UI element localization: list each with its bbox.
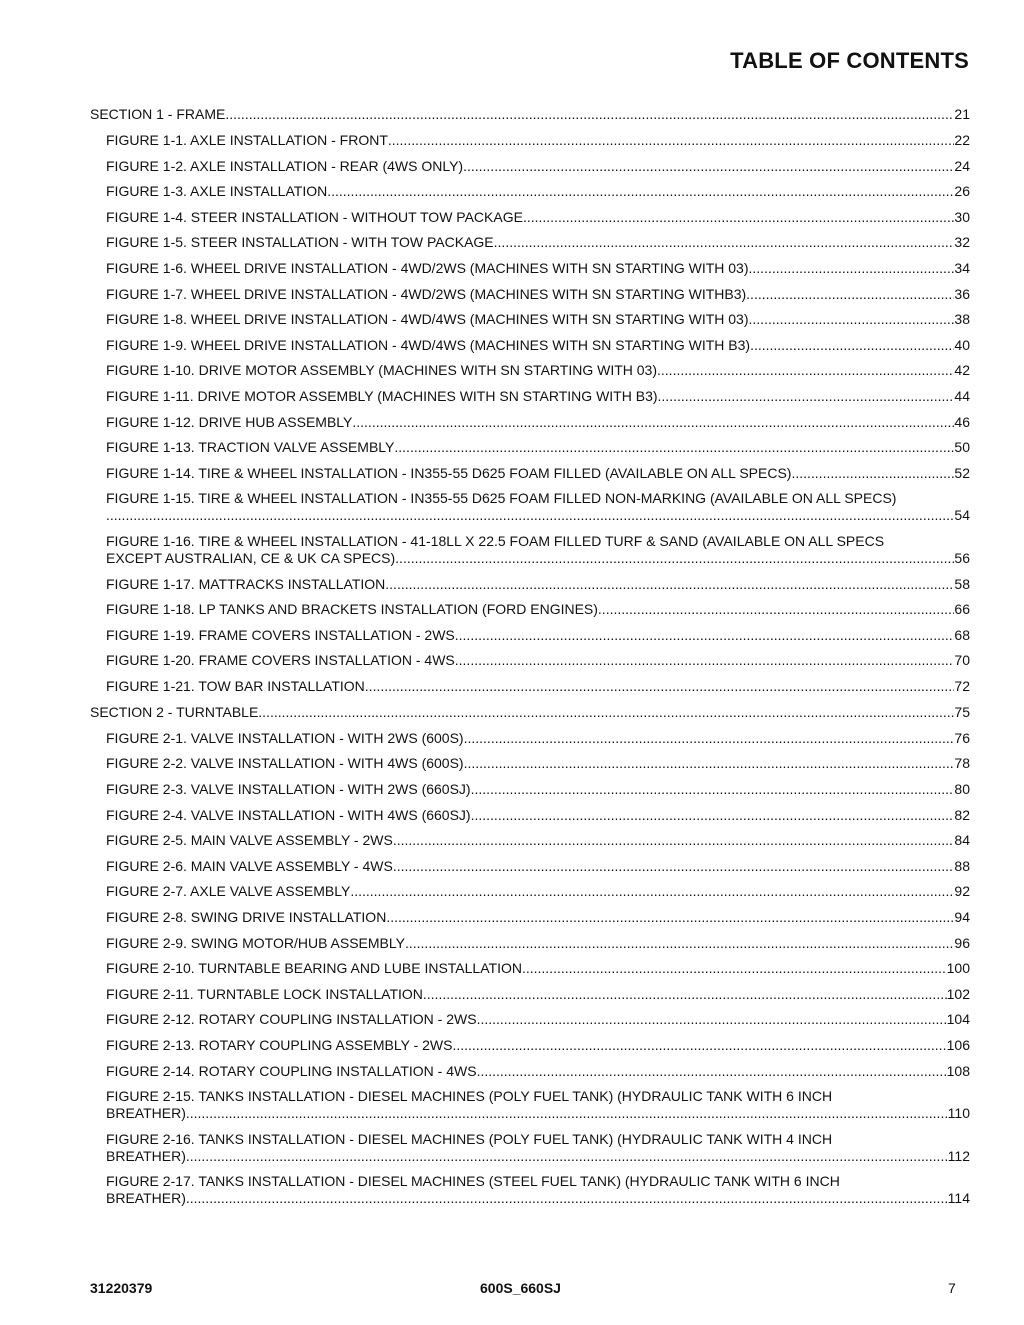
dot-leader [186, 1148, 948, 1165]
toc-entry-label: FIGURE 2-7. AXLE VALVE ASSEMBLY [106, 883, 351, 900]
toc-page-number: 94 [954, 909, 970, 926]
toc-page-number: 75 [954, 703, 970, 720]
toc-figure-entry[interactable] [90, 337, 970, 354]
toc-entry-label: FIGURE 2-5. MAIN VALVE ASSEMBLY - 2WS [106, 832, 393, 849]
toc-entry-label: FIGURE 2-2. VALVE INSTALLATION - WITH 4WS (600S) [106, 755, 464, 772]
toc-entry-label: FIGURE 2-13. ROTARY COUPLING ASSEMBLY - 2WS [106, 1037, 453, 1053]
dot-leader [750, 337, 954, 354]
dot-leader [522, 960, 947, 977]
toc-figure-entry[interactable] [90, 678, 970, 695]
toc-figure-entry[interactable] [90, 388, 970, 405]
toc-figure-entry[interactable] [90, 986, 970, 1003]
toc-entry-label: FIGURE 1-8. WHEEL DRIVE INSTALLATION - 4WD/4WS (MACHINES WITH SN STARTING WITH 03) [106, 311, 749, 328]
toc-figure-entry[interactable] [90, 132, 970, 149]
dot-leader [791, 465, 954, 482]
dot-leader [455, 627, 955, 644]
toc-entry-label: FIGURE 1-5. STEER INSTALLATION - WITH TOW PACKAGE [106, 234, 494, 251]
toc-page-number: 104 [946, 1011, 970, 1028]
toc-entry-label: FIGURE 1-21. TOW BAR INSTALLATION [106, 677, 365, 694]
toc-figure-entry[interactable] [90, 730, 970, 747]
dot-leader [186, 1190, 948, 1207]
table-of-contents [90, 106, 970, 1216]
toc-entry-label: FIGURE 2-15. TANKS INSTALLATION - DIESEL MACHINES (POLY FUEL TANK) (HYDRAULIC TANK WITH 6 INCH [106, 1088, 833, 1105]
dot-leader [393, 832, 955, 849]
toc-page-number: 52 [954, 464, 970, 481]
toc-figure-entry[interactable] [90, 209, 970, 226]
toc-page-number: 58 [954, 575, 970, 592]
toc-page-number: 30 [954, 208, 970, 225]
toc-entry-label: SECTION 1 - FRAME [90, 106, 226, 122]
toc-page-number: 46 [954, 413, 970, 430]
toc-page-number: 114 [947, 1190, 970, 1207]
dot-leader [477, 1063, 947, 1080]
toc-entry-label: FIGURE 2-10. TURNTABLE BEARING AND LUBE INSTALLATION [106, 960, 522, 977]
toc-page-number: 78 [954, 755, 970, 772]
dot-leader [494, 234, 955, 251]
toc-page-number: 80 [954, 781, 970, 798]
toc-entry-label: FIGURE 1-15. TIRE & WHEEL INSTALLATION - IN355-55 D625 FOAM FILLED NON-MARKING (AVAILABLE ON ALL SPECS) [106, 490, 897, 507]
toc-entry-label-continued: BREATHER) [106, 1190, 186, 1207]
toc-page-number: 22 [954, 132, 970, 148]
toc-figure-entry[interactable] [90, 465, 970, 482]
toc-figure-entry[interactable] [90, 832, 970, 849]
toc-figure-entry[interactable] [90, 311, 970, 328]
toc-entry-label: FIGURE 1-7. WHEEL DRIVE INSTALLATION - 4WD/2WS (MACHINES WITH SN STARTING WITHB3) [106, 285, 747, 302]
toc-figure-entry[interactable] [90, 158, 970, 175]
toc-entry-label: FIGURE 1-20. FRAME COVERS INSTALLATION - 4WS [106, 652, 455, 669]
dot-leader [258, 704, 954, 721]
toc-entry-label: FIGURE 2-9. SWING MOTOR/HUB ASSEMBLY [106, 934, 405, 951]
toc-page-number: 38 [954, 311, 970, 328]
toc-entry-label: FIGURE 1-19. FRAME COVERS INSTALLATION - 2WS [106, 626, 455, 643]
dot-leader [405, 935, 954, 952]
toc-figure-entry[interactable] [90, 652, 970, 669]
toc-entry-label: FIGURE 1-9. WHEEL DRIVE INSTALLATION - 4WD/4WS (MACHINES WITH SN STARTING WITH B3) [106, 336, 751, 353]
toc-page-number: 54 [954, 507, 970, 524]
toc-figure-entry[interactable] [90, 490, 970, 524]
toc-page-number: 50 [954, 439, 970, 456]
toc-page-number: 24 [954, 157, 970, 174]
dot-leader [385, 576, 954, 593]
dot-leader [365, 678, 955, 695]
dot-leader [598, 601, 955, 618]
dot-leader [327, 183, 954, 200]
toc-figure-entry[interactable] [90, 909, 970, 926]
dot-leader [523, 209, 954, 226]
toc-page-number: 70 [954, 652, 970, 669]
dot-leader [423, 986, 947, 1003]
toc-entry-label: FIGURE 2-6. MAIN VALVE ASSEMBLY - 4WS [106, 857, 393, 874]
toc-page-number: 76 [954, 729, 970, 746]
toc-figure-entry[interactable] [90, 1011, 970, 1028]
dot-leader [658, 388, 955, 405]
toc-figure-entry[interactable] [90, 1037, 970, 1054]
toc-entry-label: FIGURE 1-1. AXLE INSTALLATION - FRONT [106, 132, 388, 148]
dot-leader [393, 858, 955, 875]
toc-page-number: 112 [947, 1147, 970, 1164]
toc-entry-label-continued: BREATHER) [106, 1147, 186, 1164]
toc-entry-label: FIGURE 1-18. LP TANKS AND BRACKETS INSTALLATION (FORD ENGINES) [106, 601, 598, 618]
dot-leader [350, 883, 954, 900]
page-title: TABLE OF CONTENTS [730, 48, 969, 73]
toc-figure-entry[interactable] [90, 883, 970, 900]
toc-page-number: 82 [954, 806, 970, 823]
toc-figure-entry[interactable] [90, 576, 970, 593]
dot-leader [455, 652, 955, 669]
toc-figure-entry[interactable] [90, 362, 970, 379]
dot-leader [471, 781, 955, 798]
footer-page-number: 7 [948, 1280, 956, 1296]
toc-page-number: 40 [954, 336, 970, 353]
toc-entry-label: FIGURE 2-1. VALVE INSTALLATION - WITH 2WS (600S) [106, 729, 464, 746]
dot-leader [388, 132, 955, 149]
toc-page-number: 21 [954, 106, 970, 122]
dot-leader [452, 1037, 946, 1054]
toc-page-number: 100 [946, 960, 970, 977]
toc-page-number: 26 [954, 183, 970, 200]
toc-figure-entry[interactable] [90, 807, 970, 824]
toc-page-number: 102 [946, 985, 970, 1002]
toc-figure-entry[interactable] [90, 601, 970, 618]
dot-leader [106, 507, 954, 524]
toc-entry-label: SECTION 2 - TURNTABLE [90, 703, 259, 720]
toc-figure-entry[interactable] [90, 1131, 970, 1165]
dot-leader [463, 158, 954, 175]
toc-page-number: 36 [954, 285, 970, 302]
toc-page-number: 56 [954, 549, 970, 566]
toc-figure-entry[interactable] [90, 439, 970, 456]
dot-leader [464, 730, 955, 747]
toc-figure-entry[interactable] [90, 260, 970, 277]
toc-page-number: 44 [954, 387, 970, 404]
toc-entry-label: FIGURE 2-14. ROTARY COUPLING INSTALLATION - 4WS [106, 1062, 477, 1079]
toc-entry-label: FIGURE 1-3. AXLE INSTALLATION [106, 183, 328, 200]
toc-figure-entry[interactable] [90, 1173, 970, 1207]
toc-page-number: 110 [947, 1105, 970, 1122]
toc-page-number: 92 [954, 883, 970, 900]
toc-page-number: 96 [954, 934, 970, 951]
footer-doc-number: 31220379 [90, 1280, 153, 1296]
toc-figure-entry[interactable] [90, 781, 970, 798]
toc-entry-label: FIGURE 2-16. TANKS INSTALLATION - DIESEL MACHINES (POLY FUEL TANK) (HYDRAULIC TANK WITH 4 INCH [106, 1130, 833, 1147]
toc-figure-entry[interactable] [90, 183, 970, 200]
toc-figure-entry[interactable] [90, 755, 970, 772]
dot-leader [386, 909, 954, 926]
toc-figure-entry[interactable] [90, 286, 970, 303]
toc-entry-label: FIGURE 2-8. SWING DRIVE INSTALLATION [106, 909, 387, 926]
dot-leader [186, 1105, 948, 1122]
toc-page-number: 34 [954, 259, 970, 276]
dot-leader [471, 807, 955, 824]
toc-entry-label: FIGURE 1-6. WHEEL DRIVE INSTALLATION - 4WD/2WS (MACHINES WITH SN STARTING WITH 03) [106, 259, 749, 276]
toc-entry-label-continued: EXCEPT AUSTRALIAN, CE & UK CA SPECS) [106, 549, 396, 566]
dot-leader [746, 286, 954, 303]
toc-page-number: 66 [954, 601, 970, 618]
toc-entry-label: FIGURE 1-10. DRIVE MOTOR ASSEMBLY (MACHINES WITH SN STARTING WITH 03) [106, 362, 658, 379]
toc-figure-entry[interactable] [90, 858, 970, 875]
dot-leader [464, 755, 955, 772]
toc-entry-label: FIGURE 1-11. DRIVE MOTOR ASSEMBLY (MACHINES WITH SN STARTING WITH B3) [106, 387, 658, 404]
toc-figure-entry[interactable] [90, 533, 970, 567]
toc-page-number: 106 [946, 1037, 970, 1053]
toc-entry-label: FIGURE 1-2. AXLE INSTALLATION - REAR (4WS ONLY) [106, 157, 464, 174]
toc-page-number: 108 [946, 1062, 970, 1079]
toc-page-number: 72 [954, 677, 970, 694]
toc-page-number: 32 [954, 234, 970, 251]
toc-figure-entry[interactable] [90, 234, 970, 251]
toc-entry-label: FIGURE 2-17. TANKS INSTALLATION - DIESEL MACHINES (STEEL FUEL TANK) (HYDRAULIC TANK WITH 6 INCH [106, 1173, 840, 1190]
toc-figure-entry[interactable] [90, 960, 970, 977]
toc-entry-label: FIGURE 2-4. VALVE INSTALLATION - WITH 4WS (660SJ) [106, 806, 471, 823]
toc-entry-label: FIGURE 1-4. STEER INSTALLATION - WITHOUT TOW PACKAGE [106, 208, 523, 225]
toc-entry-label: FIGURE 2-11. TURNTABLE LOCK INSTALLATION [106, 985, 423, 1002]
toc-figure-entry[interactable] [90, 1088, 970, 1122]
toc-page-number: 88 [954, 857, 970, 874]
dot-leader [657, 362, 954, 379]
toc-section-entry[interactable] [90, 106, 970, 123]
toc-entry-label: FIGURE 1-14. TIRE & WHEEL INSTALLATION - IN355-55 D625 FOAM FILLED (AVAILABLE ON ALL SPECS) [106, 464, 792, 481]
toc-page-number: 42 [954, 362, 970, 379]
dot-leader [477, 1011, 947, 1028]
toc-entry-label: FIGURE 1-13. TRACTION VALVE ASSEMBLY [106, 439, 395, 456]
toc-figure-entry[interactable] [90, 935, 970, 952]
toc-figure-entry[interactable] [90, 627, 970, 644]
toc-section-entry[interactable] [90, 704, 970, 721]
toc-page-number: 84 [954, 832, 970, 849]
toc-entry-label: FIGURE 1-17. MATTRACKS INSTALLATION [106, 575, 386, 592]
dot-leader [395, 550, 954, 567]
toc-entry-label: FIGURE 2-12. ROTARY COUPLING INSTALLATION - 2WS [106, 1011, 477, 1028]
dot-leader [352, 414, 954, 431]
toc-figure-entry[interactable] [90, 414, 970, 431]
footer-model: 600S_660SJ [480, 1280, 561, 1296]
toc-entry-label: FIGURE 1-12. DRIVE HUB ASSEMBLY [106, 413, 353, 430]
toc-figure-entry[interactable] [90, 1063, 970, 1080]
dot-leader [749, 311, 955, 328]
dot-leader [749, 260, 955, 277]
dot-leader [225, 106, 954, 123]
toc-page-number: 68 [954, 626, 970, 643]
toc-entry-label: FIGURE 1-16. TIRE & WHEEL INSTALLATION - 41-18LL X 22.5 FOAM FILLED TURF & SAND (AVAILABLE ON ALL SPECS [106, 532, 885, 549]
dot-leader [394, 439, 954, 456]
toc-entry-label-continued: BREATHER) [106, 1105, 186, 1122]
toc-entry-label: FIGURE 2-3. VALVE INSTALLATION - WITH 2WS (660SJ) [106, 781, 471, 798]
